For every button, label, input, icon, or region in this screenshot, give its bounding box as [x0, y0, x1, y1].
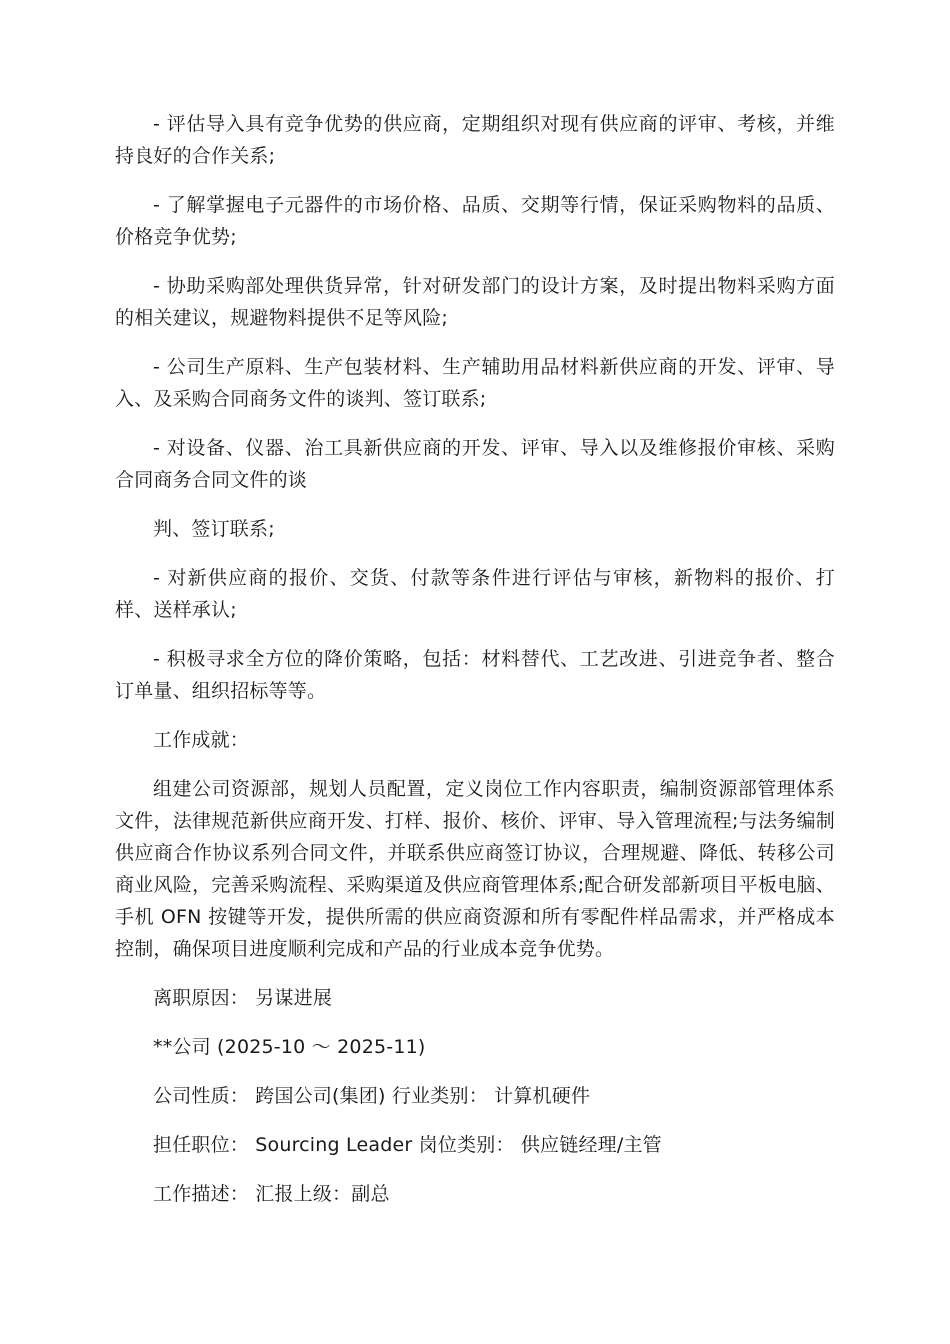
field-position-category: 担任职位： Sourcing Leader 岗位类别： 供应链经理/主管	[153, 1134, 662, 1156]
paragraph-duty-market-prices: - 了解掌握电子元器件的市场价格、品质、交期等行情，保证采购物料的品质、价格竞争优势;	[115, 194, 835, 248]
paragraph-duty-equipment-suppliers: - 对设备、仪器、治工具新供应商的开发、评审、导入以及维修报价审核、采购合同商务合同文件的谈	[115, 437, 835, 491]
section-heading-achievements: 工作成就：	[153, 729, 250, 751]
field-job-description-report-to: 工作描述： 汇报上级：副总	[153, 1183, 390, 1205]
paragraph-duty-cost-reduction: - 积极寻求全方位的降价策略，包括：材料替代、工艺改进、引进竞争者、整合订单量、组织招标等等。	[115, 648, 835, 702]
paragraph-duty-material-suppliers: - 公司生产原料、生产包装材料、生产辅助用品材料新供应商的开发、评审、导入、及采购合同商务文件的谈判、签订联系;	[115, 356, 835, 410]
paragraph-duty-quote-review: - 对新供应商的报价、交货、付款等条件进行评估与审核，新物料的报价、打样、送样承认;	[115, 567, 835, 621]
field-company-type-industry: 公司性质： 跨国公司(集团) 行业类别： 计算机硬件	[153, 1085, 591, 1107]
document-page	[115, 108, 835, 1227]
paragraph-achievements: 组建公司资源部，规划人员配置，定义岗位工作内容职责，编制资源部管理体系文件，法律规范新供应商开发、打样、报价、核价、评审、导入管理流程;与法务编制供应商合作协议系列合同文件，并联系供应商签订协议，合理规避、降低、转移公司商业风险，完善采购流程、采购渠道及供应商管理体系;配合研发部新项目平板电脑、手机 OFN 按键等开发，提供所需的供应商资源和所有零配件样品需求，并严格成本控制，确保项目进度顺利完成和产品的行业成本竞争优势。	[115, 778, 835, 960]
paragraph-duty-equipment-continued: 判、签订联系;	[153, 518, 275, 540]
paragraph-duty-supply-exceptions: - 协助采购部处理供货异常，针对研发部门的设计方案，及时提出物料采购方面的相关建议，规避物料提供不足等风险;	[115, 275, 835, 329]
field-company-period: **公司 (2025-10 ～ 2025-11)	[153, 1036, 426, 1058]
paragraph-duty-evaluate-suppliers: - 评估导入具有竞争优势的供应商，定期组织对现有供应商的评审、考核，并维持良好的合作关系;	[115, 113, 835, 167]
field-leave-reason: 离职原因： 另谋进展	[153, 987, 333, 1009]
